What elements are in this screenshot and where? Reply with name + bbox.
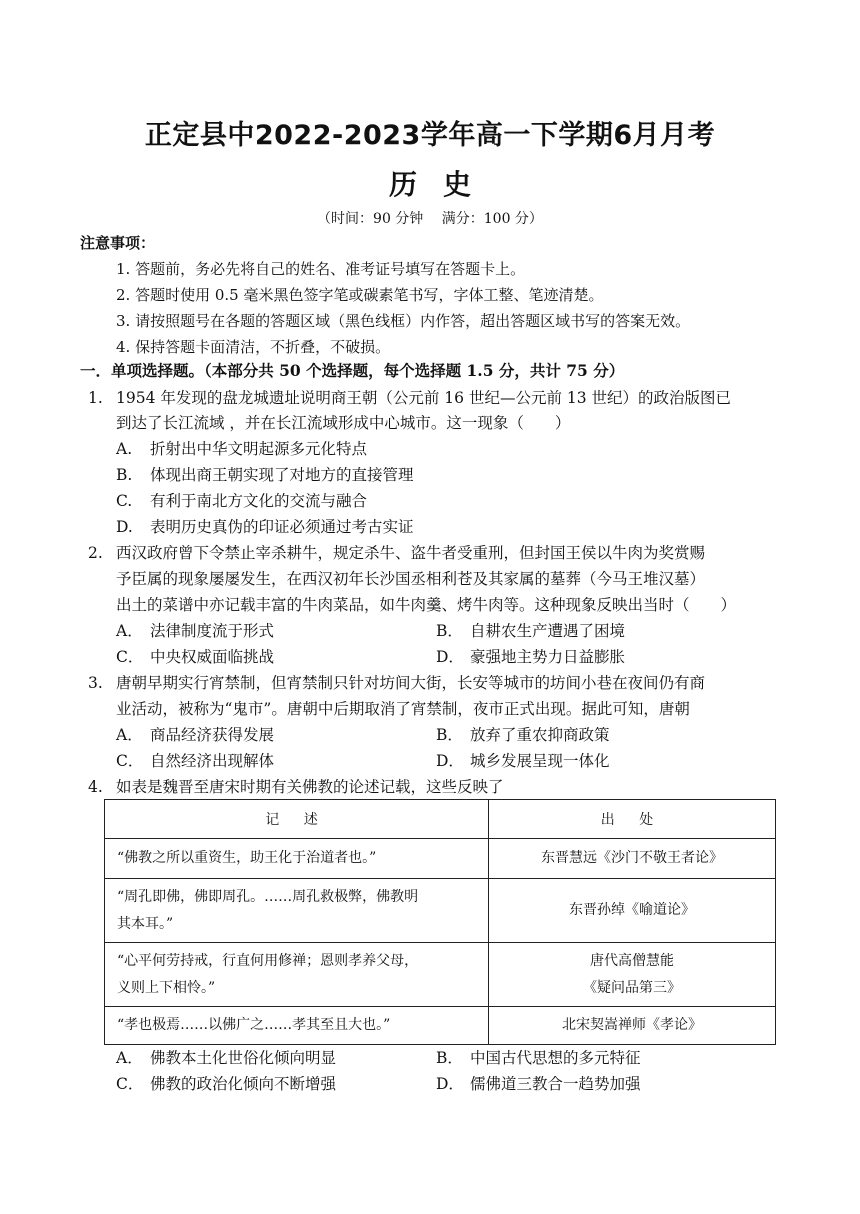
option-text: 放弃了重农抑商政策 bbox=[470, 726, 610, 744]
option-text: 中国古代思想的多元特征 bbox=[470, 1049, 641, 1067]
question-text: 如表是魏晋至唐宋时期有关佛教的论述记载，这些反映了 bbox=[116, 778, 504, 796]
option-text: 折射出中华文明起源多元化特点 bbox=[150, 440, 368, 458]
option-text: 有利于南北方文化的交流与融合 bbox=[150, 492, 368, 510]
option-text: 商品经济获得发展 bbox=[150, 726, 275, 744]
option-label: B． bbox=[436, 1049, 463, 1067]
option-label: B． bbox=[436, 726, 463, 744]
table-cell-source bbox=[489, 879, 776, 943]
question-number: 3. bbox=[88, 674, 103, 692]
question-text: 业活动，被称为“鬼市”。唐朝中后期取消了宵禁制，夜市正式出现。据此可知，唐朝 bbox=[116, 700, 690, 718]
cell-line: 北宋契嵩禅师《孝论》 bbox=[562, 1017, 702, 1033]
question-text: 1954 年发现的盘龙城遗址说明商王朝（公元前 16 世纪—公元前 13 世纪）的政治版图已 bbox=[116, 389, 732, 407]
table-cell-source bbox=[489, 839, 776, 879]
option-text: 中央权威面临挑战 bbox=[150, 648, 275, 666]
notice-item: 4. 保持答题卡面清洁，不折叠，不破损。 bbox=[116, 338, 391, 356]
option-label: C． bbox=[116, 1075, 144, 1093]
option-label: A． bbox=[116, 622, 143, 640]
table-header-row bbox=[105, 800, 776, 839]
exam-time-info: （时间：90 分钟 满分：100 分） bbox=[317, 211, 543, 227]
option-label: B. bbox=[116, 466, 133, 484]
notice-item: 3. 请按照题号在各题的答题区域（黑色线框）内作答，超出答题区域书写的答案无效。 bbox=[116, 312, 691, 330]
cell-line: “心平何劳持戒，行直何用修禅；恩则孝养父母， bbox=[117, 952, 419, 969]
question-number: 2. bbox=[88, 544, 103, 562]
cell-line: “佛教之所以重资生，助王化于治道者也。” bbox=[117, 850, 377, 866]
option-text: 儒佛道三教合一趋势加强 bbox=[470, 1075, 641, 1093]
option-label: B． bbox=[436, 622, 463, 640]
option-label: A. bbox=[116, 440, 133, 458]
notice-item: 1. 答题前，务必先将自己的姓名、准考证号填写在答题卡上。 bbox=[116, 260, 526, 278]
cell-line: 东晋孙绰《喻道论》 bbox=[569, 902, 695, 918]
source-table bbox=[104, 799, 776, 1045]
notice-item: 2. 答题时使用 0.5 毫米黑色签字笔或碳素笔书写，字体工整、笔迹清楚。 bbox=[116, 286, 604, 304]
option-text: 表明历史真伪的印证必须通过考古实证 bbox=[150, 518, 414, 536]
exam-subject: 历史 bbox=[388, 168, 497, 201]
option-label: A． bbox=[116, 1049, 143, 1067]
table-row bbox=[105, 839, 776, 879]
option-label: C． bbox=[116, 648, 144, 666]
table-cell-text bbox=[105, 943, 489, 1007]
cell-line: 其本耳。” bbox=[117, 915, 174, 932]
table-cell-text bbox=[105, 879, 489, 943]
cell-line: “孝也极焉……以佛广之……孝其至且大也。” bbox=[117, 1017, 391, 1033]
cell-line: “周孔即佛，佛即周孔。……周孔救极弊，佛教明 bbox=[117, 888, 419, 905]
cell-line: 义则上下相怜。” bbox=[117, 979, 216, 996]
question-text: 西汉政府曾下令禁止宰杀耕牛，规定杀牛、盗牛者受重刑，但封国王侯以牛肉为奖赏赐 bbox=[116, 544, 706, 562]
option-text: 体现出商王朝实现了对地方的直接管理 bbox=[150, 466, 414, 484]
option-text: 佛教的政治化倾向不断增强 bbox=[150, 1075, 337, 1093]
table-header-cell: 出 处 bbox=[489, 800, 776, 839]
cell-line: 《疑问品第三》 bbox=[583, 979, 681, 996]
question-text: 予臣属的现象屡屡发生，在西汉初年长沙国丞相利苍及其家属的墓葬（今马王堆汉墓） bbox=[116, 570, 706, 588]
question-text: 唐朝早期实行宵禁制，但宵禁制只针对坊间大街，长安等城市的坊间小巷在夜间仍有商 bbox=[116, 674, 706, 692]
question-number: 1. bbox=[88, 389, 103, 407]
notice-heading: 注意事项： bbox=[80, 234, 156, 252]
table-header-cell: 记 述 bbox=[105, 800, 489, 839]
section-heading: 一．单项选择题。（本部分共 50 个选择题，每个选择题 1.5 分，共计 75 分） bbox=[80, 361, 625, 380]
option-text: 自耕农生产遭遇了困境 bbox=[470, 622, 626, 640]
option-label: A． bbox=[116, 726, 143, 744]
option-text: 豪强地主势力日益膨胀 bbox=[470, 648, 626, 666]
table-cell-text bbox=[105, 839, 489, 879]
table-row bbox=[105, 1007, 776, 1045]
option-label: D. bbox=[116, 518, 133, 536]
cell-line: 东晋慧远《沙门不敬王者论》 bbox=[541, 850, 723, 866]
exam-title: 正定县中2022-2023学年高一下学期6月月考 bbox=[144, 120, 716, 151]
option-text: 自然经济出现解体 bbox=[150, 752, 275, 770]
option-label: D． bbox=[436, 648, 464, 666]
option-label: D． bbox=[436, 752, 464, 770]
table-cell-text bbox=[105, 1007, 489, 1045]
table-cell-source bbox=[489, 1007, 776, 1045]
table-cell-source bbox=[489, 943, 776, 1007]
cell-line: 唐代高僧慧能 bbox=[590, 952, 674, 969]
question-text: 到达了长江流域 ，并在长江流域形成中心城市。这一现象（ ） bbox=[116, 414, 571, 432]
question-text: 出土的菜谱中亦记载丰富的牛肉菜品，如牛肉羹、烤牛肉等。这种现象反映出当时（ ） bbox=[116, 596, 737, 614]
table-row bbox=[105, 879, 776, 943]
option-text: 法律制度流于形式 bbox=[150, 622, 275, 640]
option-text: 城乡发展呈现一体化 bbox=[470, 752, 610, 770]
table-row bbox=[105, 943, 776, 1007]
option-label: C. bbox=[116, 492, 133, 510]
option-text: 佛教本土化世俗化倾向明显 bbox=[150, 1049, 337, 1067]
option-label: C． bbox=[116, 752, 144, 770]
question-number: 4. bbox=[88, 778, 103, 796]
option-label: D． bbox=[436, 1075, 464, 1093]
